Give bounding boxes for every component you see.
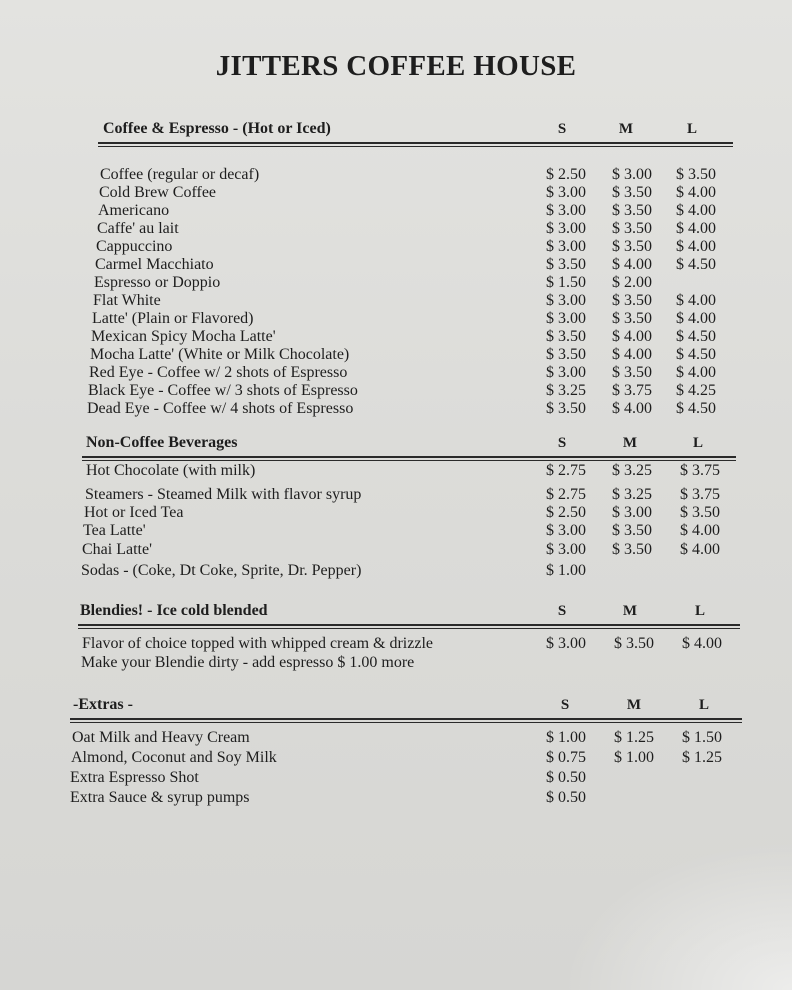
price-l: $ 4.50 [676, 328, 716, 345]
price-l: $ 4.00 [682, 635, 722, 652]
price-l: $ 4.00 [676, 364, 716, 381]
price-s: $ 3.00 [546, 541, 586, 558]
price-s: $ 3.00 [546, 238, 586, 255]
menu-item-name: Cappuccino [96, 238, 173, 255]
section-header [0, 600, 792, 622]
price-s: $ 0.50 [546, 769, 586, 786]
section-rule [98, 146, 733, 147]
menu-item-name: Flavor of choice topped with whipped cream & drizzle [82, 635, 433, 652]
price-l: $ 3.75 [680, 486, 720, 503]
price-l: $ 3.50 [680, 504, 720, 521]
price-l: $ 4.50 [676, 400, 716, 417]
price-s: $ 3.00 [546, 184, 586, 201]
menu-item-name: Coffee (regular or decaf) [100, 166, 260, 183]
price-l: $ 3.75 [680, 462, 720, 479]
price-m: $ 2.00 [612, 274, 652, 291]
price-m: $ 3.75 [612, 382, 652, 399]
menu-item-name: Extra Sauce & syrup pumps [70, 789, 250, 806]
size-label-m: M [622, 435, 638, 451]
price-s: $ 2.75 [546, 486, 586, 503]
size-label-l: L [698, 697, 709, 713]
menu-item-name: Latte' (Plain or Flavored) [92, 310, 254, 327]
menu-item-name: Tea Latte' [83, 522, 146, 539]
section-header [0, 118, 792, 140]
menu-item-name: Almond, Coconut and Soy Milk [71, 749, 277, 766]
menu-item-name: Carmel Macchiato [95, 256, 214, 273]
section-rule [98, 142, 733, 144]
price-m: $ 1.00 [614, 749, 654, 766]
size-label-l: L [692, 435, 703, 451]
size-label-s: S [560, 697, 570, 713]
menu-title: JITTERS COFFEE HOUSE [215, 50, 577, 82]
section-rule [70, 722, 742, 723]
menu-item-name: Flat White [93, 292, 161, 309]
section-rule [70, 718, 742, 720]
price-s: $ 3.50 [546, 328, 586, 345]
price-l: $ 4.00 [680, 541, 720, 558]
price-s: $ 3.50 [546, 400, 586, 417]
price-m: $ 3.50 [612, 220, 652, 237]
price-s: $ 1.50 [546, 274, 586, 291]
section-rule [78, 628, 740, 629]
price-s: $ 3.00 [546, 202, 586, 219]
price-m: $ 3.25 [612, 486, 652, 503]
price-s: $ 3.00 [546, 635, 586, 652]
price-l: $ 4.00 [676, 238, 716, 255]
menu-section [0, 118, 792, 417]
price-l: $ 4.50 [676, 346, 716, 363]
size-label-l: L [694, 603, 705, 619]
section-rule [78, 624, 740, 626]
price-l: $ 4.00 [676, 310, 716, 327]
price-s: $ 3.00 [546, 364, 586, 381]
price-l: $ 4.50 [676, 256, 716, 273]
section-title: Coffee & Espresso - (Hot or Iced) [103, 120, 331, 137]
price-l: $ 4.00 [676, 292, 716, 309]
price-m: $ 3.50 [612, 292, 652, 309]
menu-item-name: Steamers - Steamed Milk with flavor syrup [85, 486, 362, 503]
size-label-s: S [557, 603, 567, 619]
price-m: $ 1.25 [614, 729, 654, 746]
price-m: $ 4.00 [612, 328, 652, 345]
price-l: $ 4.00 [676, 220, 716, 237]
section-note: Make your Blendie dirty - add espresso $ 1.00 more [81, 654, 415, 671]
menu-item-name: Black Eye - Coffee w/ 3 shots of Espresso [88, 382, 358, 399]
light-glare [562, 840, 792, 990]
price-l: $ 4.00 [680, 522, 720, 539]
price-m: $ 3.50 [612, 364, 652, 381]
menu-section [0, 694, 792, 806]
menu-item-name: Espresso or Doppio [94, 274, 221, 291]
section-header [0, 694, 792, 716]
price-s: $ 3.00 [546, 220, 586, 237]
size-label-m: M [618, 121, 634, 137]
price-m: $ 3.50 [612, 522, 652, 539]
price-m: $ 3.50 [612, 541, 652, 558]
price-m: $ 3.50 [612, 184, 652, 201]
price-m: $ 3.00 [612, 166, 652, 183]
price-m: $ 3.50 [614, 635, 654, 652]
menu-item-name: Mocha Latte' (White or Milk Chocolate) [90, 346, 350, 363]
menu-item-name: Dead Eye - Coffee w/ 4 shots of Espresso [87, 400, 354, 417]
menu-item-name: Extra Espresso Shot [70, 769, 199, 786]
price-s: $ 2.75 [546, 462, 586, 479]
price-l: $ 3.50 [676, 166, 716, 183]
price-s: $ 0.75 [546, 749, 586, 766]
price-m: $ 3.50 [612, 202, 652, 219]
section-title: Blendies! - Ice cold blended [80, 602, 268, 619]
size-label-s: S [557, 435, 567, 451]
menu-item-name: Red Eye - Coffee w/ 2 shots of Espresso [89, 364, 348, 381]
price-s: $ 3.25 [546, 382, 586, 399]
price-m: $ 4.00 [612, 400, 652, 417]
price-m: $ 3.25 [612, 462, 652, 479]
price-s: $ 0.50 [546, 789, 586, 806]
menu-section [0, 600, 792, 671]
price-s: $ 1.00 [546, 729, 586, 746]
section-rule [82, 456, 736, 458]
price-l: $ 4.25 [676, 382, 716, 399]
price-s: $ 3.00 [546, 292, 586, 309]
price-s: $ 2.50 [546, 166, 586, 183]
size-label-m: M [626, 697, 642, 713]
size-label-s: S [557, 121, 567, 137]
price-l: $ 1.50 [682, 729, 722, 746]
menu-item-name: Americano [98, 202, 170, 219]
menu-item-name: Oat Milk and Heavy Cream [72, 729, 250, 746]
price-m: $ 3.50 [612, 238, 652, 255]
section-header [0, 432, 792, 454]
price-m: $ 3.00 [612, 504, 652, 521]
price-l: $ 4.00 [676, 202, 716, 219]
menu-item-name: Hot Chocolate (with milk) [86, 462, 256, 479]
price-s: $ 2.50 [546, 504, 586, 521]
menu-item-name: Cold Brew Coffee [99, 184, 217, 201]
price-m: $ 4.00 [612, 256, 652, 273]
price-m: $ 4.00 [612, 346, 652, 363]
section-title: Non-Coffee Beverages [86, 434, 238, 451]
price-s: $ 3.50 [546, 346, 586, 363]
price-m: $ 3.50 [612, 310, 652, 327]
price-l: $ 1.25 [682, 749, 722, 766]
size-label-l: L [686, 121, 697, 137]
section-rule [82, 460, 736, 461]
section-title: -Extras - [73, 696, 133, 713]
menu-item-name: Caffe' au lait [97, 220, 179, 237]
size-label-m: M [622, 603, 638, 619]
menu-item-name: Sodas - (Coke, Dt Coke, Sprite, Dr. Pepper) [81, 562, 362, 579]
price-s: $ 3.00 [546, 522, 586, 539]
price-l: $ 4.00 [676, 184, 716, 201]
menu-item-name: Mexican Spicy Mocha Latte' [91, 328, 276, 345]
price-s: $ 1.00 [546, 562, 586, 579]
price-s: $ 3.00 [546, 310, 586, 327]
menu-item-name: Chai Latte' [82, 541, 152, 558]
price-s: $ 3.50 [546, 256, 586, 273]
menu-section [0, 432, 792, 579]
menu-item-name: Hot or Iced Tea [84, 504, 184, 521]
